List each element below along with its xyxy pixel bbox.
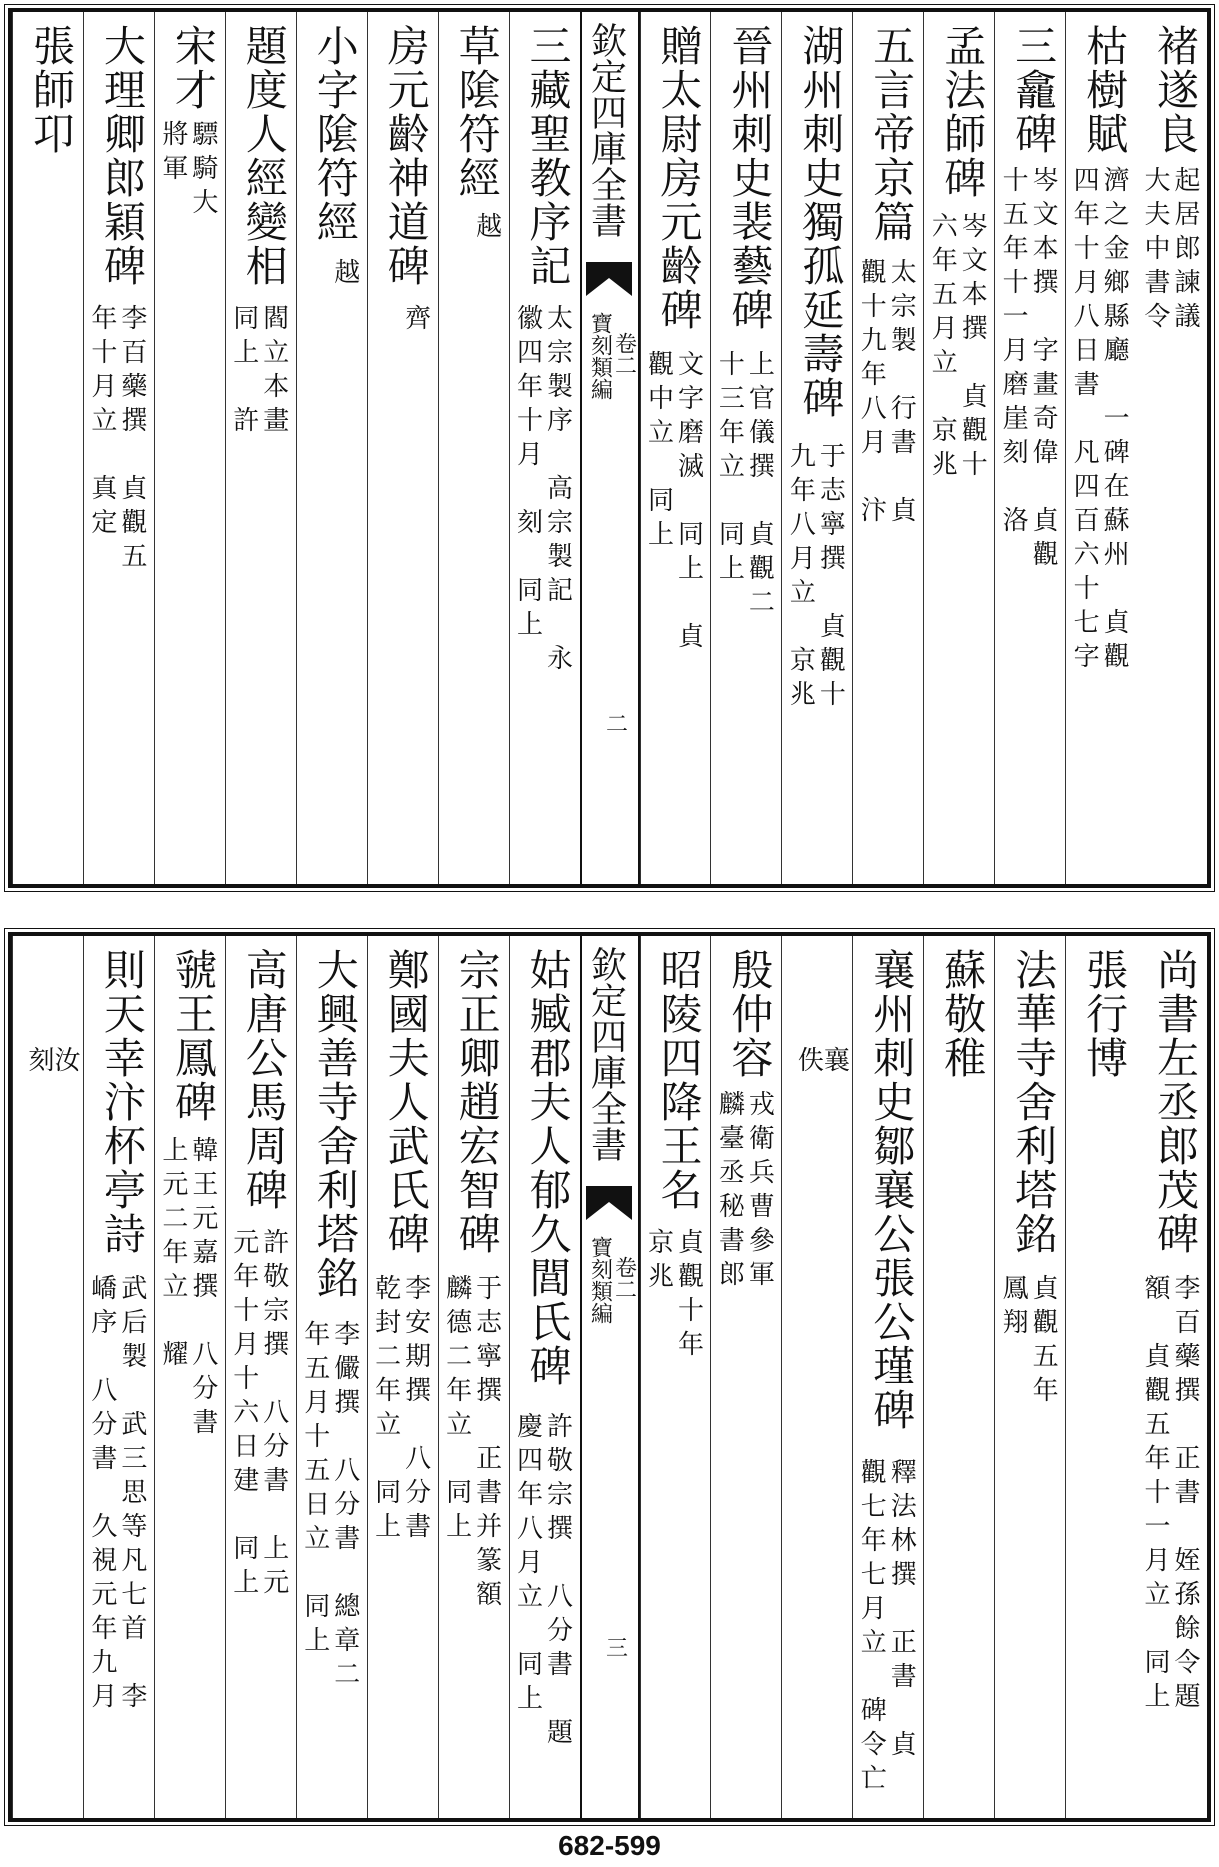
- column-note-left: 嶠序 八分書 久視元年九月: [86, 1274, 117, 1716]
- column-note-left: 汝: [49, 1046, 80, 1080]
- column-note-left: 同上 許: [228, 304, 259, 440]
- column-note-right: 越: [329, 258, 360, 292]
- column-main-text: 姑臧郡夫人郁久閭氏碑: [523, 948, 573, 1388]
- column-main-text: 張師卭: [26, 24, 76, 156]
- fish-tail-mark-icon: [586, 1186, 632, 1220]
- text-column: [12, 936, 83, 1818]
- text-column: [367, 936, 438, 1818]
- column-note-right: 貞觀十年: [673, 1228, 704, 1364]
- text-column: [781, 12, 852, 884]
- column-main-text: 殷仲容: [725, 948, 775, 1080]
- text-column: [710, 936, 781, 1818]
- book-title: 欽定四庫全書: [585, 22, 627, 238]
- column-note-right: 越: [471, 212, 502, 246]
- column-note-left: 徽四年十月 刻 同上: [512, 304, 543, 644]
- text-column: [923, 936, 994, 1818]
- text-column: [296, 12, 367, 884]
- column-note-left: 觀十九年八月 汴: [856, 258, 887, 530]
- text-column: [154, 936, 225, 1818]
- column-main-text: 張行博: [1080, 948, 1130, 1080]
- text-column: [852, 12, 923, 884]
- volume-label: 卷二: [611, 1256, 637, 1300]
- text-column: [154, 12, 225, 884]
- column-main-text: 題度人經變相: [239, 24, 289, 288]
- column-note-right: 文字磨滅 同上 貞: [673, 350, 704, 656]
- column-main-text: 小字隂符經: [310, 24, 360, 244]
- column-main-text: 晉州刺史裴藝碑: [725, 24, 775, 332]
- column-main-text: 宗正卿趙宏智碑: [452, 948, 502, 1256]
- column-note-right: 岑文本撰 貞觀十: [957, 212, 988, 484]
- text-column: [367, 12, 438, 884]
- text-column: [225, 936, 296, 1818]
- column-main-text: 贈太尉房元齡碑: [654, 24, 704, 332]
- column-main-text: 房元齡神道碑: [381, 24, 431, 288]
- column-main-text: 三藏聖教序記: [523, 24, 573, 288]
- column-note-right: 閻立本畫: [258, 304, 289, 440]
- leaf-number: 二: [602, 712, 628, 734]
- top-page-panel: [8, 8, 1211, 888]
- column-main-text: 蘇敬稚: [938, 948, 988, 1080]
- column-main-text: 枯樹賦: [1080, 24, 1130, 156]
- column-note-left: 年十月立 真定: [86, 304, 117, 542]
- text-column: [83, 12, 154, 884]
- leaf-number: 三: [602, 1636, 628, 1658]
- column-note-left: 觀中立 同上: [643, 350, 674, 554]
- text-column: [12, 12, 83, 884]
- column-note-right: 起居郎諫議: [1170, 166, 1200, 336]
- column-note-right: 釋法林撰 正書 貞: [886, 1458, 917, 1764]
- column-note-right: 李百藥撰 正書 姪孫餘令題: [1170, 1274, 1200, 1716]
- column-main-text: 草隂符經: [452, 24, 502, 200]
- column-note-left: 額 貞觀五年十一月立 同上: [1140, 1274, 1170, 1716]
- column-note-right: 韓王元嘉撰 八分書: [187, 1136, 218, 1442]
- column-note-right: 貞觀五年: [1028, 1274, 1059, 1410]
- column-note-left: 九年八月立 京兆: [785, 442, 816, 714]
- page-number: 682-599: [558, 1830, 661, 1861]
- text-column: [852, 936, 923, 1818]
- column-note-left: 年五月十五日立 同上: [299, 1320, 330, 1660]
- text-column: [1065, 936, 1136, 1818]
- column-note-right: 濟之金鄉縣廳 一碑在蘇州 貞觀: [1099, 166, 1130, 676]
- text-column: [1065, 12, 1136, 884]
- column-note-right: 刻: [23, 1046, 54, 1080]
- column-note-right: 太宗製序 高宗製記 永: [542, 304, 573, 678]
- column-note-right: 岑文本撰 字畫奇偉 貞觀: [1028, 166, 1059, 574]
- column-main-text: 昭陵四降王名: [654, 948, 704, 1212]
- text-column: [509, 12, 580, 884]
- column-main-text: 大興善寺舍利塔銘: [310, 948, 360, 1300]
- text-column: [781, 936, 852, 1818]
- series-title: 寶刻類編: [587, 312, 613, 400]
- column-main-text: 五言帝京篇: [867, 24, 917, 244]
- series-title: 寶刻類編: [587, 1236, 613, 1324]
- text-column: [438, 12, 509, 884]
- column-note-left: 鳳翔: [998, 1274, 1029, 1342]
- column-note-left: 乾封二年立 同上: [370, 1274, 401, 1546]
- text-column: [640, 12, 711, 884]
- text-column: [509, 936, 580, 1818]
- column-note-right: 于志寧撰 正書并篆額: [471, 1274, 502, 1614]
- volume-label: 卷二: [611, 332, 637, 376]
- column-note-right: 齊: [400, 304, 431, 338]
- column-note-right: 于志寧撰 貞觀十: [815, 442, 846, 714]
- center-fold-gutter: [580, 12, 640, 884]
- text-column: [994, 936, 1065, 1818]
- text-column: [296, 936, 367, 1818]
- text-column: [1136, 12, 1207, 884]
- column-main-text: 孟法師碑: [938, 24, 988, 200]
- column-note-right: 李儼撰 八分書 總章二: [329, 1320, 360, 1694]
- column-note-left: 觀七年七月立 碑令亡: [856, 1458, 887, 1798]
- column-note-right: 太宗製 行書 貞: [886, 258, 917, 530]
- column-main-text: 則天幸汴杯亭詩: [97, 948, 147, 1256]
- column-main-text: 褚遂良: [1151, 24, 1200, 156]
- column-main-text: 湖州刺史獨孤延壽碑: [796, 24, 846, 420]
- text-column: [710, 12, 781, 884]
- column-main-text: 法華寺舍利塔銘: [1009, 948, 1059, 1256]
- column-note-left: 上元二年立 耀: [157, 1136, 188, 1374]
- column-main-text: 宋才: [168, 24, 218, 112]
- column-note-right: 戎衛兵曹參軍: [744, 1090, 775, 1294]
- text-column: [994, 12, 1065, 884]
- column-main-text: 高唐公馬周碑: [239, 948, 289, 1212]
- column-main-text: 鄭國夫人武氏碑: [381, 948, 431, 1256]
- text-column: [438, 936, 509, 1818]
- book-title: 欽定四庫全書: [585, 946, 627, 1162]
- column-note-left: 六年五月立 京兆: [927, 212, 958, 484]
- column-note-right: 上官儀撰 貞觀二: [744, 350, 775, 622]
- column-main-text: 襄州刺史鄒襄公張公瑾碑: [867, 948, 917, 1432]
- column-note-left: 襄: [819, 1046, 850, 1080]
- text-column: [640, 936, 711, 1818]
- column-note-right: 武后製 武三思等凡七首 李: [116, 1274, 147, 1716]
- column-note-right: 李安期撰 八分書: [400, 1274, 431, 1546]
- column-main-text: 三龕碑: [1009, 24, 1059, 156]
- text-column: [923, 12, 994, 884]
- column-main-text: 虢王鳳碑: [168, 948, 218, 1124]
- column-note-left: 麟德二年立 同上: [441, 1274, 472, 1546]
- column-note-left: 將軍: [157, 120, 188, 188]
- column-note-left: 大夫中書令: [1140, 166, 1170, 336]
- fish-tail-mark-icon: [586, 262, 632, 296]
- text-column: [1136, 936, 1207, 1818]
- text-column: [225, 12, 296, 884]
- column-note-left: 四年十月八日書 凡四百六十七字: [1069, 166, 1100, 676]
- column-note-right: 驃騎大: [187, 120, 218, 222]
- column-note-left: 京兆: [643, 1228, 674, 1296]
- text-column: [83, 936, 154, 1818]
- column-note-right: 佚: [793, 1046, 824, 1080]
- column-note-right: 李百藥撰 貞觀五: [116, 304, 147, 576]
- bottom-page-panel: [8, 932, 1211, 1822]
- column-note-left: 十三年立 同上: [714, 350, 745, 588]
- column-note-right: 許敬宗撰 八分書 上元: [258, 1228, 289, 1602]
- column-note-left: 麟臺丞秘書郎: [714, 1090, 745, 1294]
- column-main-text: 大理卿郎穎碑: [97, 24, 147, 288]
- column-note-left: 慶四年八月立 同上: [512, 1412, 543, 1718]
- column-main-text: 尚書左丞郎茂碑: [1151, 948, 1200, 1256]
- column-note-left: 元年十月十六日建 同上: [228, 1228, 259, 1602]
- column-note-right: 許敬宗撰 八分書 題: [542, 1412, 573, 1752]
- column-note-left: 十五年十一月磨崖刻 洛: [998, 166, 1029, 540]
- center-fold-gutter: [580, 936, 640, 1818]
